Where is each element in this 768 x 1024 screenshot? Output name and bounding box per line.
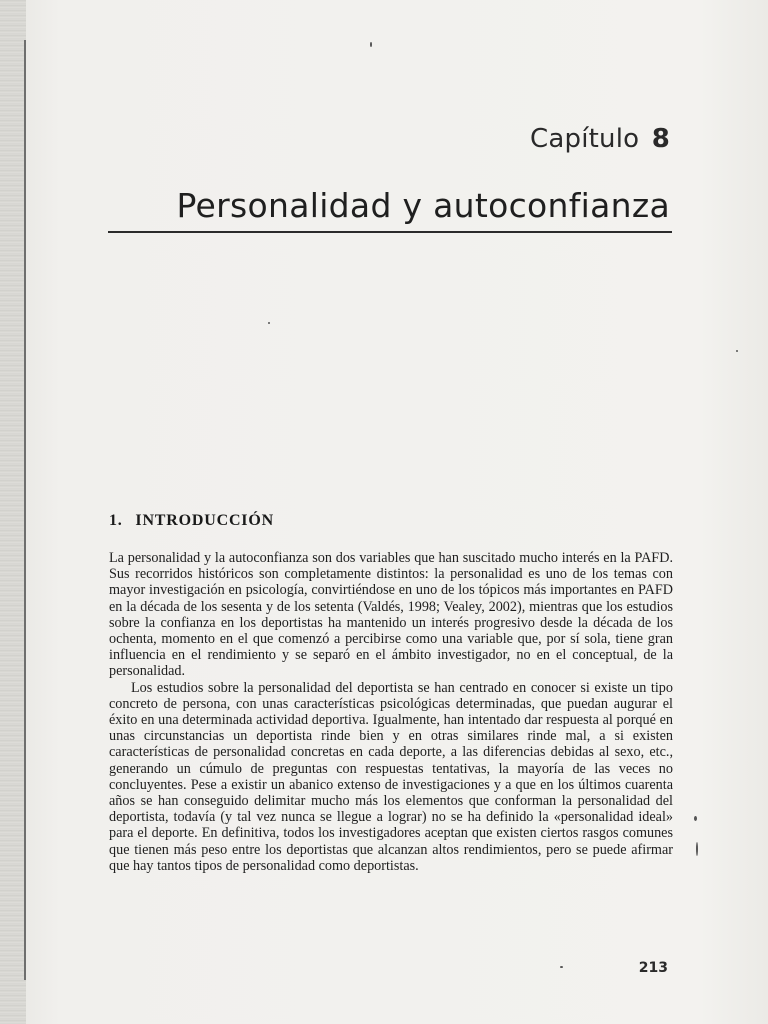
binding-edge [0, 0, 26, 1024]
binding-shadow-line [24, 40, 26, 980]
scan-speck [694, 816, 697, 821]
chapter-number: 8 [651, 124, 670, 154]
section-title: INTRODUCCIÓN [135, 512, 274, 529]
scan-speck [370, 42, 372, 47]
chapter-label [530, 124, 670, 154]
title-rule [108, 231, 672, 233]
scan-speck [736, 350, 738, 352]
paragraph-1: La personalidad y la autoconfianza son dos variables que han suscitado mucho interés en la PAFD. Sus recorridos históricos son completamente distintos: la personalidad es uno de los temas con mayor investigación en psicología, convirtiéndose en uno de los tópicos más importantes en PAFD en la década de los sesenta y de los setenta (Valdés, 1998; Vealey, 2002), mientras que los estudios sobre la confianza en los deportistas ha mantenido un interés progresivo desde la década de los ochenta, momento en el que comenzó a percibirse como una variable que, por sí sola, tiene gran influencia en el rendimiento y se separó en el ámbito investigador, no en el conceptual, de la personalidad. [109, 550, 673, 680]
scan-speck [268, 322, 270, 324]
chapter-title: Personalidad y autoconfianza [176, 186, 670, 225]
paragraph-2: Los estudios sobre la personalidad del deportista se han centrado en conocer si existe un tipo concreto de persona, con unas características psicológicas determinadas, que puedan augurar el éxito en una determinada actividad deportiva. Igualmente, han intentado dar respuesta al porqué en unas circunstancias un deportista rinde bien y en otras similares rinde mal, a si existen características de personalidad concretas en cada deporte, a las diferencias debidas al sexo, etc., generando un cúmulo de preguntas con respuestas tentativas, la mayoría de las veces no concluyentes. Pese a existir un abanico extenso de investigaciones y a que en los últimos cuarenta años se han conseguido delimitar mucho más los elementos que conforman la personalidad del deportista, todavía (y tal vez nunca se llegue a lograr) no se ha definido la «personalidad ideal» para el deporte. En definitiva, todos los investigadores aceptan que existen ciertos rasgos comunes que tienen más peso entre los deportistas que alcanzan altos rendimientos, pero se puede afirmar que hay tantos tipos de personalidad como deportistas. [109, 679, 673, 874]
section-heading [109, 512, 274, 530]
scan-speck [696, 842, 698, 856]
scan-speck [560, 966, 563, 968]
section-number: 1. [109, 512, 123, 529]
chapter-label-text: Capítulo [530, 124, 640, 154]
body-text [109, 550, 673, 874]
page-number: 213 [638, 960, 668, 976]
